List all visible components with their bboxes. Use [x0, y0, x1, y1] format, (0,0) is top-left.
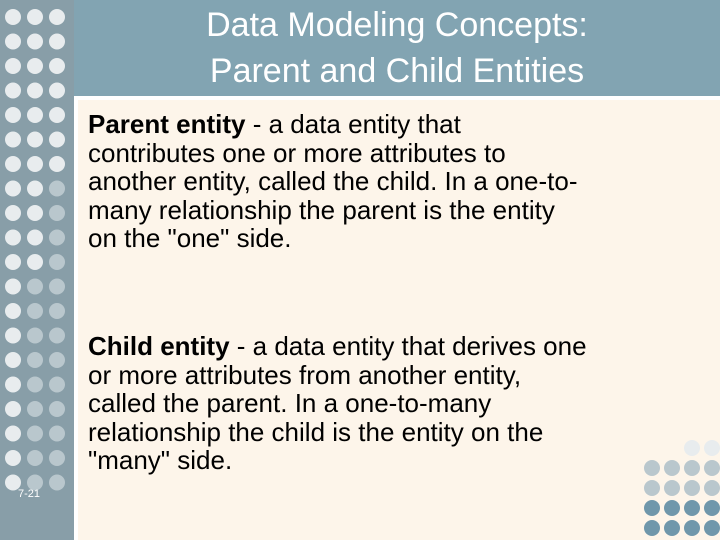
decorative-dot [27, 181, 43, 197]
parent-entity-line-5: on the "one" side. [88, 223, 292, 253]
decorative-dot [27, 401, 43, 417]
decorative-dot [704, 500, 720, 516]
decorative-dot [5, 107, 21, 123]
decorative-dot [684, 440, 700, 456]
decorative-dot [5, 303, 21, 319]
decorative-dot [27, 254, 43, 270]
decorative-dot [5, 181, 21, 197]
decorative-dot [684, 520, 700, 536]
decorative-dot [5, 9, 21, 25]
decorative-dot [27, 328, 43, 344]
decorative-dot [49, 377, 65, 393]
decorative-dot [5, 450, 21, 466]
decorative-dot [49, 279, 65, 295]
decorative-dot [5, 205, 21, 221]
decorative-dot [5, 279, 21, 295]
decorative-dot [5, 401, 21, 417]
decorative-dot [49, 450, 65, 466]
decorative-dot [704, 440, 720, 456]
corner-decorative-dots [640, 440, 720, 540]
decorative-dot [49, 401, 65, 417]
slide-title-line-1: Data Modeling Concepts: [206, 6, 588, 44]
decorative-dot [704, 460, 720, 476]
decorative-dot [644, 520, 660, 536]
decorative-dot [5, 426, 21, 442]
decorative-dot [27, 34, 43, 50]
decorative-dot [49, 34, 65, 50]
decorative-dot [5, 34, 21, 50]
decorative-dot [5, 83, 21, 99]
decorative-dot [27, 303, 43, 319]
parent-entity-definition [88, 110, 716, 253]
decorative-dot [664, 500, 680, 516]
decorative-dot [49, 205, 65, 221]
decorative-dot [644, 500, 660, 516]
decorative-dot [5, 352, 21, 368]
child-entity-line-3: called the parent. In a one-to-many [88, 388, 492, 418]
decorative-dot [49, 475, 65, 491]
decorative-dot [27, 279, 43, 295]
parent-entity-term: Parent entity [88, 109, 246, 139]
parent-entity-line-2: contributes one or more attributes to [88, 137, 506, 168]
decorative-dot [684, 460, 700, 476]
decorative-dot [49, 58, 65, 74]
decorative-dot [27, 58, 43, 74]
decorative-dot [27, 132, 43, 148]
child-entity-line-4: relationship the child is the entity on the [88, 416, 544, 447]
decorative-dot [664, 480, 680, 496]
decorative-dot [49, 9, 65, 25]
decorative-dot [49, 303, 65, 319]
child-entity-term: Child entity [88, 331, 230, 361]
decorative-dot [49, 254, 65, 270]
decorative-dot [49, 230, 65, 246]
decorative-dot [49, 132, 65, 148]
decorative-dot [27, 450, 43, 466]
decorative-dot [49, 426, 65, 442]
decorative-dot [644, 480, 660, 496]
decorative-dot [5, 230, 21, 246]
decorative-dot [664, 520, 680, 536]
child-entity-line-5: "many" side. [88, 445, 233, 475]
decorative-dot-grid [0, 0, 74, 540]
slide-title [74, 2, 720, 94]
decorative-dot [5, 156, 21, 172]
parent-entity-line-1: - a data entity that [245, 109, 461, 139]
decorative-dot [704, 520, 720, 536]
decorative-dot [49, 156, 65, 172]
decorative-dot [27, 9, 43, 25]
decorative-dot [49, 83, 65, 99]
decorative-dot [664, 460, 680, 476]
parent-entity-line-4: many relationship the parent is the entity [88, 194, 555, 225]
decorative-dot [27, 352, 43, 368]
parent-entity-line-3: another entity, called the child. In a one-to- [88, 166, 578, 196]
child-entity-line-1: - a data entity that derives one [229, 331, 587, 361]
decorative-dot [644, 460, 660, 476]
decorative-dot [684, 480, 700, 496]
decorative-dot [27, 230, 43, 246]
child-entity-definition [88, 332, 716, 475]
decorative-dot [27, 426, 43, 442]
decorative-dot [5, 254, 21, 270]
decorative-dot [5, 377, 21, 393]
decorative-dot [49, 352, 65, 368]
decorative-dot [49, 328, 65, 344]
decorative-dot [27, 83, 43, 99]
decorative-dot [49, 107, 65, 123]
decorative-dot [5, 132, 21, 148]
decorative-dot [49, 181, 65, 197]
decorative-dot [684, 500, 700, 516]
decorative-dot [27, 156, 43, 172]
decorative-dot [5, 328, 21, 344]
decorative-dot [5, 58, 21, 74]
child-entity-line-2: or more attributes from another entity, [88, 359, 522, 390]
decorative-dot [27, 205, 43, 221]
slide-number: 7-21 [18, 488, 41, 500]
decorative-dot [704, 480, 720, 496]
decorative-dot [27, 377, 43, 393]
decorative-dot [27, 107, 43, 123]
slide-title-line-2: Parent and Child Entities [209, 52, 585, 90]
